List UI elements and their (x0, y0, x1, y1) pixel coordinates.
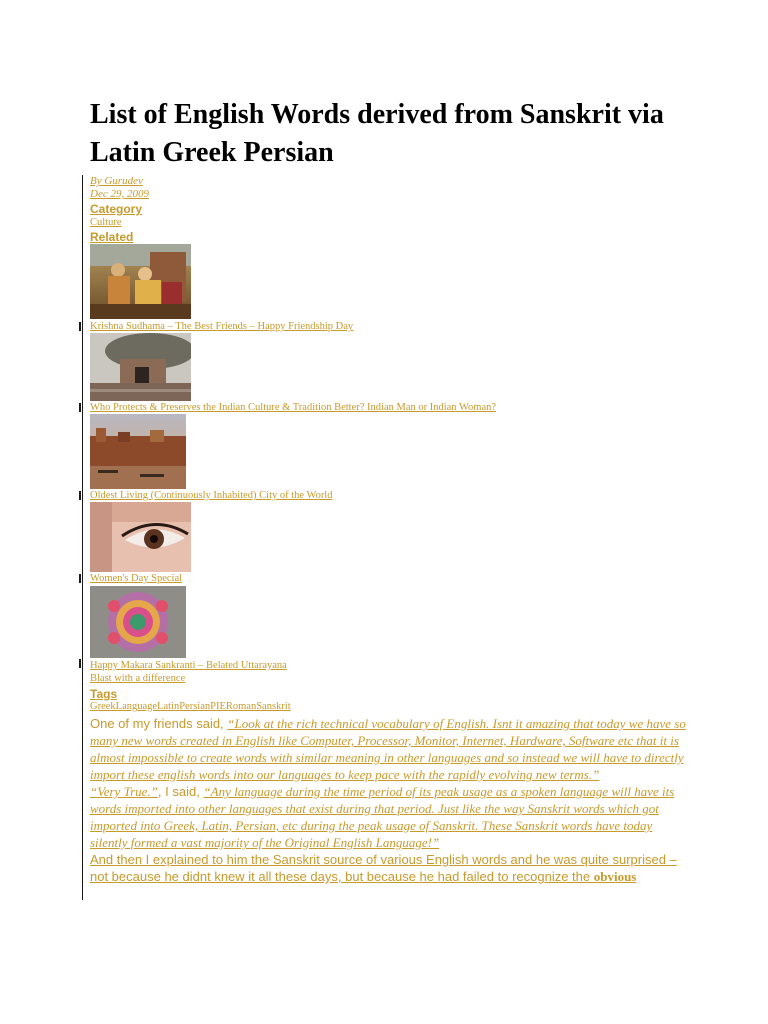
sidebar-divider (82, 175, 83, 900)
related-link-2[interactable]: Who Protects & Preserves the Indian Culture & Tradition Better? Indian Man or Indian Woman? (90, 402, 497, 413)
paragraph-3-bold: obvious (593, 869, 637, 884)
tags-heading: Tags (90, 687, 118, 701)
sidebar-tick (79, 574, 81, 583)
paragraph-1-quote: “Look at the rich technical vocabulary of English. Isnt it amazing that today we have so many new words created in English like Computer, Processor, Monitor, Internet, Hardware, Software etc that it is almost impossible to create words with similar meaning in other languages and so instead we will have to directly import these english words into our languages to keep pace with the rapidly evolving new terms.” (90, 716, 686, 782)
category-link[interactable]: Culture (90, 217, 122, 228)
paragraph-2-quote-1: “Very True.” (90, 784, 158, 799)
sidebar-tick (79, 403, 81, 412)
sidebar-tick (79, 659, 81, 668)
related-link-3[interactable]: Oldest Living (Continuously Inhabited) City of the World (90, 490, 333, 501)
category-heading: Category (90, 202, 143, 216)
paragraph-3-text: And then I explained to him the Sanskrit source of various English words and he was quite surprised – not because he didnt knew it all these days, but because he had failed to recognize the (90, 852, 677, 884)
paragraph-1 (90, 715, 690, 783)
blast-link[interactable]: Blast with a difference (90, 673, 186, 684)
paragraph-1-lead: One of my friends said, (90, 716, 228, 731)
related-link-5[interactable]: Happy Makara Sankranti – Belated Uttarayana (90, 660, 287, 671)
related-thumbnail-rangoli[interactable] (90, 586, 186, 658)
related-heading: Related (90, 230, 134, 244)
related-thumbnail-varanasi[interactable] (90, 414, 186, 489)
paragraph-3 (90, 851, 690, 885)
related-link-4[interactable]: Women's Day Special (90, 573, 183, 584)
sidebar-tick (79, 491, 81, 500)
author-link[interactable]: By Gurudev (90, 175, 143, 187)
paragraph-2 (90, 783, 690, 851)
related-thumbnail-krishna-sudhama[interactable] (90, 244, 191, 319)
paragraph-2-quote-2: “Any language during the time period of its peak usage as a spoken language will have its words imported into other languages that exist during that period. Just like the way Sanskrit words which got imported into Greek, Latin, Persian, etc during the peak usage of Sanskrit. These Sanskrit words have today silently formed a vast majority of the Original English Language!” (90, 784, 675, 850)
sidebar-tick (79, 322, 81, 331)
date-link[interactable]: Dec 29, 2009 (90, 188, 149, 200)
related-thumbnail-womens-day[interactable] (90, 502, 191, 572)
article-body (90, 715, 690, 885)
page-title: List of English Words derived from Sanskrit via Latin Greek Persian (90, 99, 664, 168)
related-thumbnail-temple-tree[interactable] (90, 333, 191, 401)
tags-links[interactable]: GreekLanguageLatinPersianPIERomanSanskrit (90, 701, 291, 712)
paragraph-2-mid: , I said, (157, 784, 204, 799)
related-link-1[interactable]: Krishna Sudhama – The Best Friends – Happy Friendship Day (90, 321, 354, 332)
